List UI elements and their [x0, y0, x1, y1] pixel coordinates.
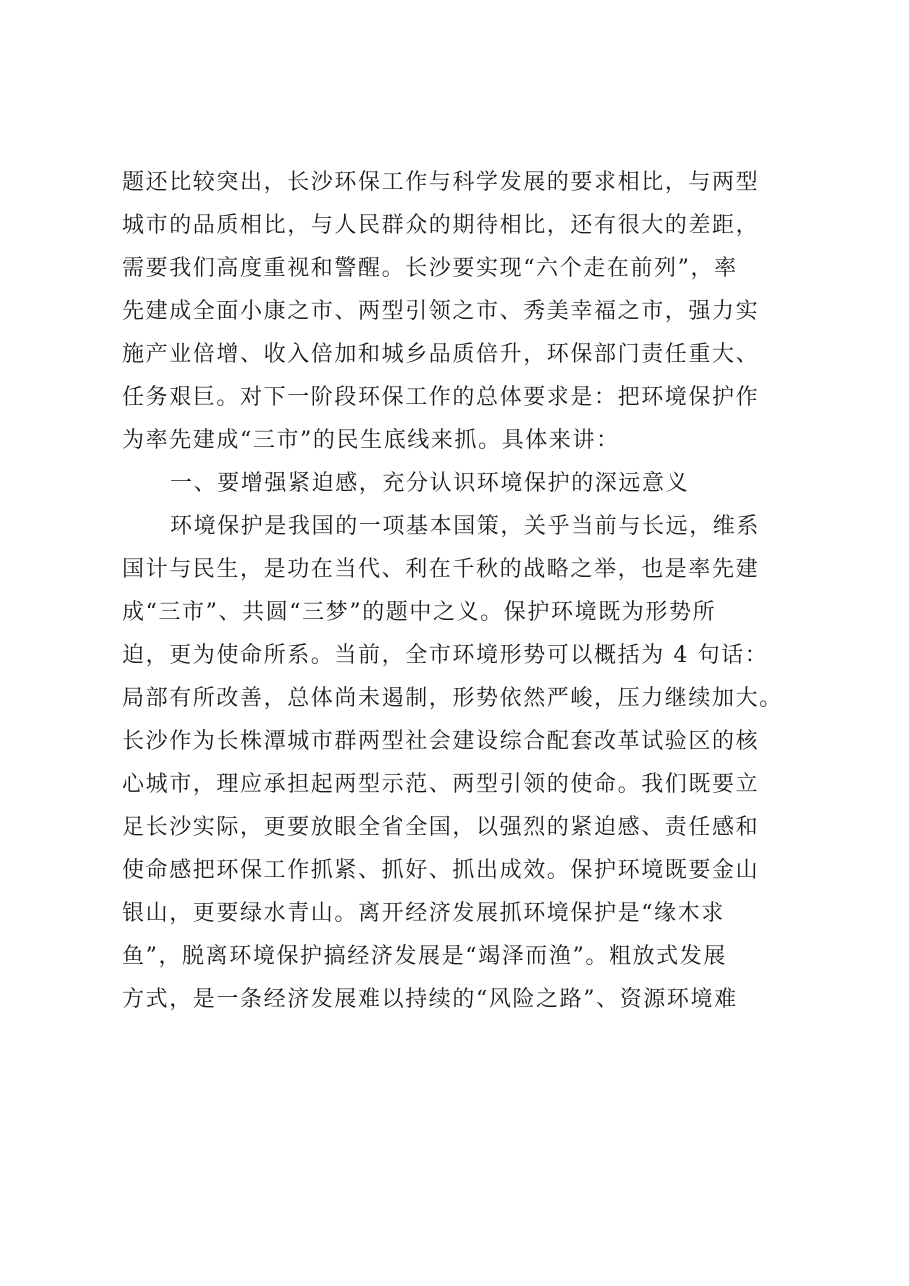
- text-line: 心城市，理应承担起两型示范、两型引领的使命。我们既要立: [122, 772, 760, 797]
- text-line: 成“三市”、共圆“三梦”的题中之义。保护环境既为形势所: [122, 600, 717, 625]
- text-line: 国计与民生，是功在当代、利在千秋的战略之举，也是率先建: [122, 557, 760, 582]
- text-line: 施产业倍增、收入倍加和城乡品质倍升，环保部门责任重大、: [122, 342, 760, 367]
- text-line: 先建成全面小康之市、两型引领之市、秀美幸福之市，强力实: [122, 299, 760, 324]
- text-line: 方式，是一条经济发展难以持续的“风险之路”、资源环境难: [122, 987, 738, 1012]
- text-line: 需要我们高度重视和警醒。长沙要实现“六个走在前列”，率: [122, 256, 738, 281]
- text-line: 使命感把环保工作抓紧、抓好、抓出成效。保护环境既要金山: [122, 858, 760, 883]
- text-line: 足长沙实际，更要放眼全省全国，以强烈的紧迫感、责任感和: [122, 815, 760, 840]
- section-heading: 一、要增强紧迫感，充分认识环境保护的深远意义: [170, 471, 690, 496]
- text-line: 迫，更为使命所系。当前，全市环境形势可以概括为 4 句话：: [122, 643, 769, 668]
- text-line: 任务艰巨。对下一阶段环保工作的总体要求是：把环境保护作: [122, 385, 760, 410]
- text-line: 鱼”，脱离环境保护搞经济发展是“竭泽而渔”。粗放式发展: [122, 944, 727, 969]
- text-line: 银山，更要绿水青山。离开经济发展抓环境保护是“缘木求: [122, 901, 725, 926]
- text-line: 题还比较突出，长沙环保工作与科学发展的要求相比，与两型: [122, 170, 760, 195]
- text-line: 局部有所改善，总体尚未遏制，形势依然严峻，压力继续加大。: [122, 686, 783, 711]
- paragraph-first-line: 环境保护是我国的一项基本国策，关乎当前与长远，维系: [170, 514, 761, 539]
- text-line: 城市的品质相比，与人民群众的期待相比，还有很大的差距，: [122, 213, 760, 238]
- text-line: 为率先建成“三市”的民生底线来抓。具体来讲：: [122, 428, 620, 453]
- text-line: 长沙作为长株潭城市群两型社会建设综合配套改革试验区的核: [122, 729, 760, 754]
- body-text: [122, 161, 842, 1021]
